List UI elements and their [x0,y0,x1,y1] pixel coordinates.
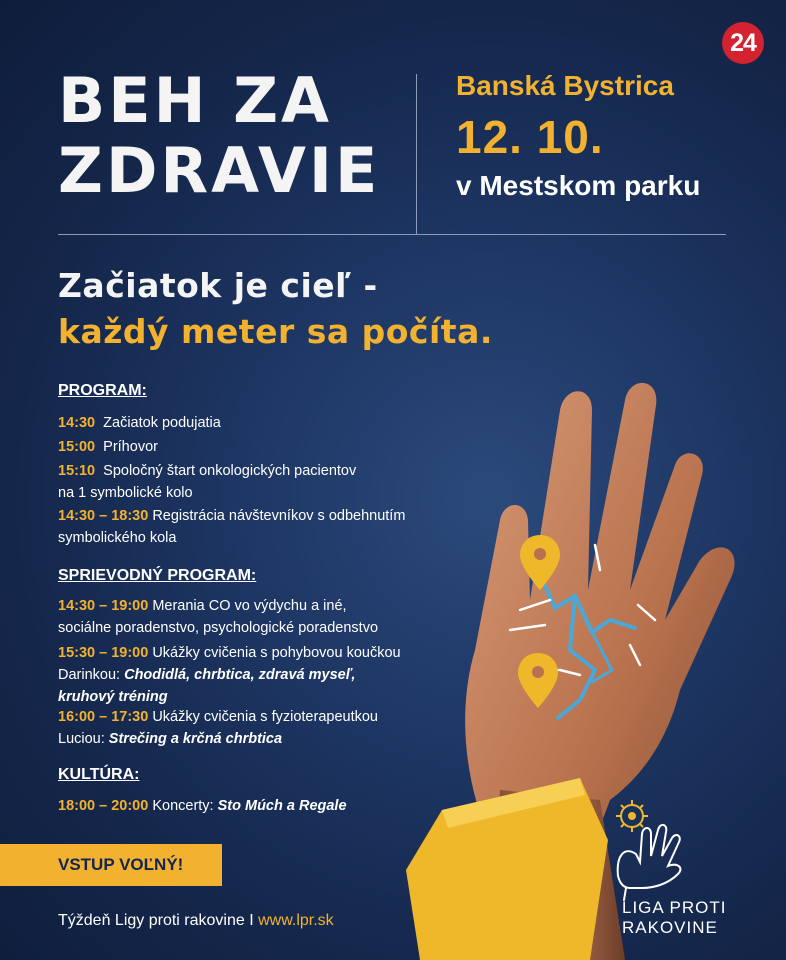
program-text: Príhovor [103,439,158,455]
event-title-line1: BEH ZA [58,64,333,137]
program-item [58,460,356,504]
culture-text: Koncerty: [152,798,218,814]
culture-item [58,795,347,817]
footer [58,912,334,930]
side-program-text-line2: sociálne poradenstvo, psychologické poradenstvo [58,620,379,636]
side-program-text-emphasis: kruhový tréning [58,689,168,705]
slogan-line2: každý meter sa počíta. [58,312,493,351]
free-entry-banner: VSTUP VOĽNÝ! [0,844,222,886]
program-item [58,505,405,549]
footer-link[interactable]: www.lpr.sk [258,912,334,929]
event-venue: v Mestskom parku [456,170,701,201]
header-underline [58,234,726,235]
side-program-time: 14:30 – 19:00 [58,598,149,614]
program-time: 14:30 [58,415,96,431]
event-title-line2: ZDRAVIE [58,134,381,207]
program-text: Začiatok podujatia [103,415,221,431]
program-heading: PROGRAM: [58,382,147,399]
side-program-text: Ukážky cvičenia s fyzioterapeutkou [152,709,378,725]
program-text-line2: na 1 symbolické kolo [58,485,193,501]
side-program-text-line2: Darinkou: [58,667,125,683]
program-time: 15:00 [58,439,96,455]
side-program-text: Merania CO vo výdychu a iné, [152,598,347,614]
wristband [406,778,608,960]
culture-text-emphasis: Sto Múch a Regale [217,798,347,814]
culture-heading: KULTÚRA: [58,766,140,783]
program-item [58,436,158,458]
side-program-text-emphasis: Strečing a krčná chrbtica [108,731,283,747]
site-badge[interactable]: 24 [722,22,764,64]
program-text-line2: symbolického kola [58,530,177,546]
side-program-item [58,706,378,750]
side-program-time: 15:30 – 19:00 [58,645,149,661]
daffodil-flower-icon [616,800,648,832]
side-program-time: 16:00 – 17:30 [58,709,149,725]
header-divider [416,74,417,234]
program-item [58,412,221,434]
program-time: 14:30 – 18:30 [58,508,149,524]
side-program-text: Ukážky cvičenia s pohybovou koučkou [152,645,401,661]
side-program-item [58,642,401,708]
footer-text: Týždeň Ligy proti rakovine I [58,912,259,929]
side-program-text-emphasis: Chodidlá, chrbtica, zdravá myseľ, [124,667,356,683]
program-time: 15:10 [58,463,96,479]
culture-time: 18:00 – 20:00 [58,798,149,814]
side-program-heading: SPRIEVODNÝ PROGRAM: [58,567,257,584]
side-program-item [58,595,378,639]
program-text: Registrácia návštevníkov s odbehnutím [152,508,406,524]
slogan-line1: Začiatok je cieľ - [58,266,378,305]
event-city: Banská Bystrica [456,70,674,101]
event-title [58,66,380,206]
logo-text-line2: RAKOVINE [622,918,718,937]
program-text: Spoločný štart onkologických pacientov [103,463,357,479]
side-program-text-line2: Luciou: [58,731,109,747]
logo-text-line1: LIGA PROTI [622,898,727,917]
event-date: 12. 10. [456,111,604,163]
